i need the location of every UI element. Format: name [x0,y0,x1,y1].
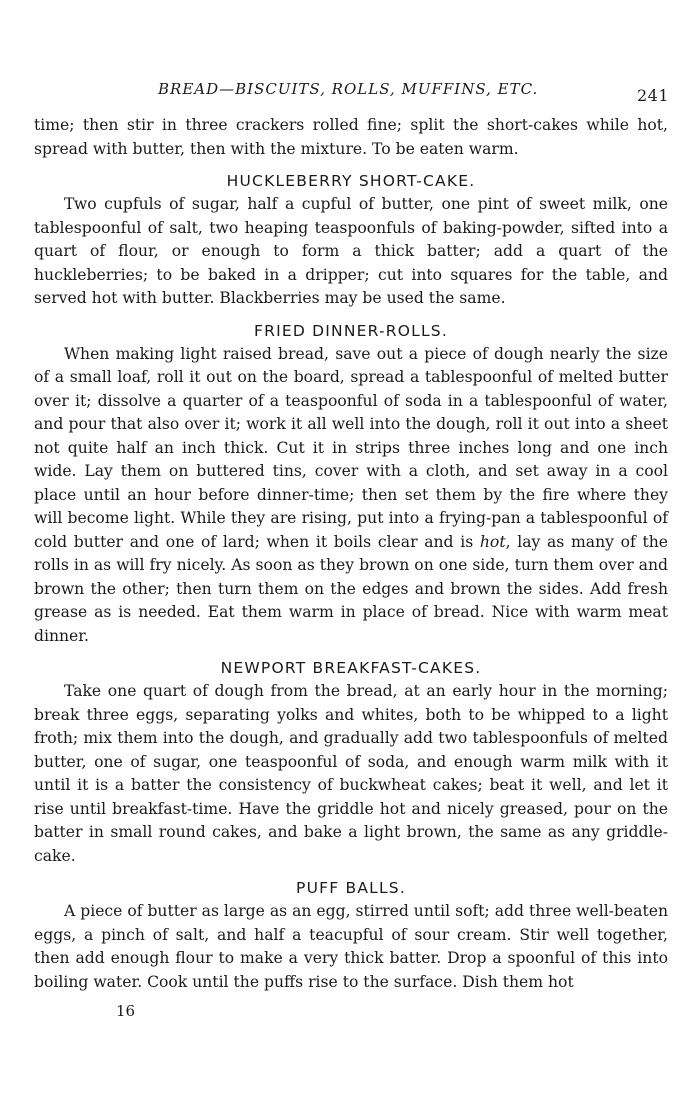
signature-mark: 16 [116,1002,136,1020]
recipe-title-huckleberry-short-cake: HUCKLEBERRY SHORT-CAKE. [226,172,476,190]
italic-emphasis: hot [479,532,506,551]
recipe-title-fried-dinner-rolls: FRIED DINNER-ROLLS. [254,321,448,340]
recipe-title-puff-balls: PUFF BALLS. [296,879,406,897]
continued-paragraph: time; then stir in three crackers rolled fine; split the short-cakes while hot, spread with butter, then with the mixture. To be eaten warm. [34,116,668,158]
recipe-text-huckleberry-short-cake: Two cupfuls of sugar, half a cupful of butter, one pint of sweet milk, one tablespoonful of salt, two heaping teaspoonfuls of baking-powder, sifted into a quart of flour, or enough to form a thick batter; add a quart of the huckleberries; to be baked in a dripper; cut into squares for the table, and served hot with butter. Blackberries may be used the same. [34,195,668,307]
running-head: BREAD—BISCUITS, ROLLS, MUFFINS, ETC. [158,80,539,98]
recipe-text-fried-dinner-rolls [34,343,668,649]
recipe-text-part: , lay as many of the rolls in as will fry nicely. As soon as they brown on one side, turn them over and brown the other; then turn them on the edges and brown the sides. Add fresh grease as is needed. Eat them warm in place of bread. Nice with warm meat dinner. [34,532,668,645]
page-body [34,114,668,994]
recipe-text-newport-breakfast-cakes: Take one quart of dough from the bread, at an early hour in the morning; break three eggs, separating yolks and whites, both to be whipped to a light froth; mix them into the dough, and gradually add two tablespoonfuls of melted butter, one of sugar, one teaspoonful of soda, and enough warm milk with it until it is a batter the consistency of buckwheat cakes; beat it well, and let it rise until breakfast-time. Have the griddle hot and nicely greased, pour on the batter in small round cakes, and bake a light brown, the same as any griddle-cake. [34,682,668,865]
recipe-text-part: When making light raised bread, save out a piece of dough nearly the size of a small loaf, roll it out on the board, spread a tablespoonful of melted butter over it; dissolve a quarter of a teaspoonful of soda in a tablespoonful of water, and pour that also over it; work it all well into the dough, roll it out into a sheet not quite half an inch thick. Cut it in strips three inches long and one inch wide. Lay them on buttered tins, cover with a cloth, and set away in a cool place until an hour before dinner-time; then set them by the fire where they will become light. While they are rising, put into a frying-pan a tablespoonful of cold butter and one of lard; when it boils clear and is [34,344,668,551]
page-number: 241 [637,86,670,105]
recipe-text-puff-balls: A piece of butter as large as an egg, stirred until soft; add three well-beaten eggs, a pinch of salt, and half a teacupful of sour cream. Stir well together, then add enough flour to make a very thick batter. Drop a spoonful of this into boiling water. Cook until the puffs rise to the surface. Dish them hot [34,902,668,991]
recipe-title-newport-breakfast-cakes: NEWPORT BREAKFAST-CAKES. [220,659,482,677]
